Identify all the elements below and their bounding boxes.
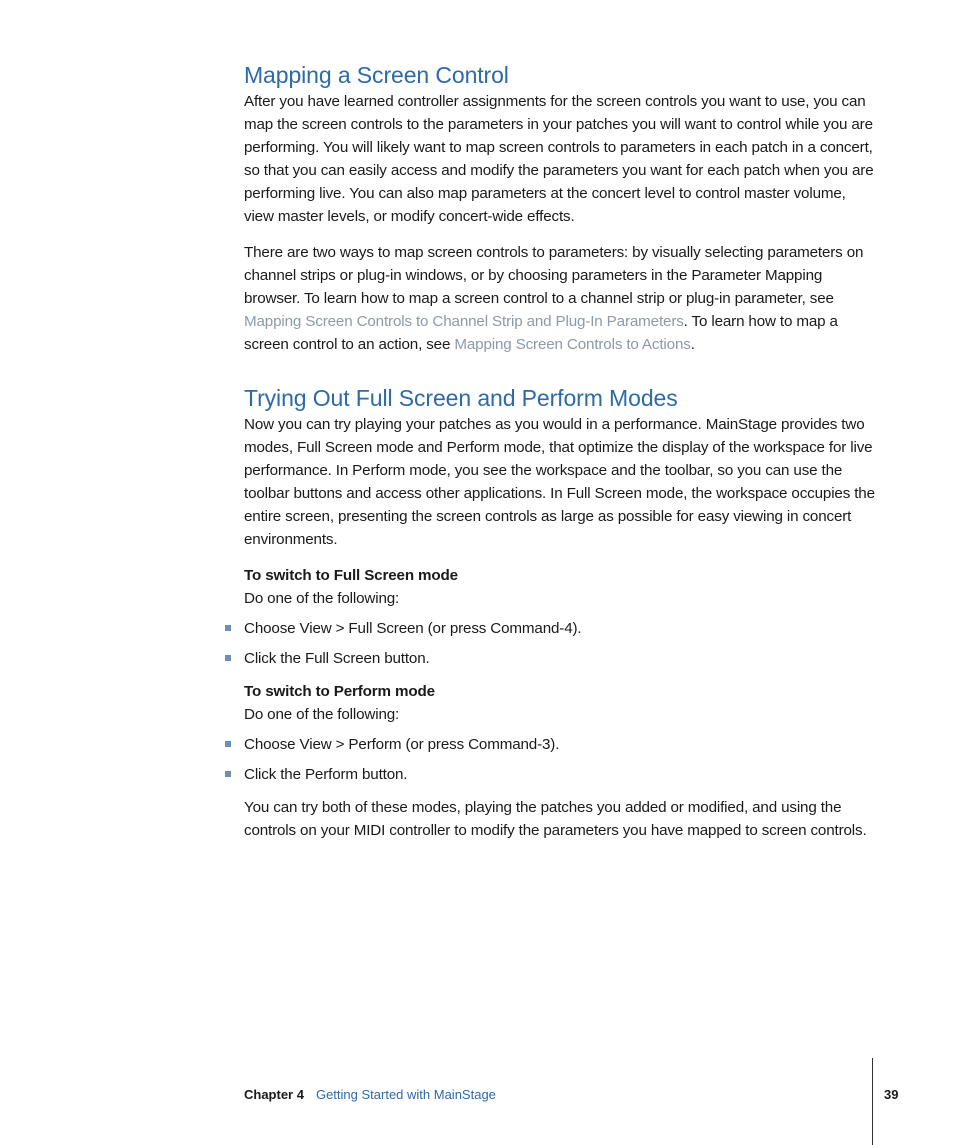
link-mapping-channel-strip[interactable]: Mapping Screen Controls to Channel Strip and Plug-In Parameters (244, 313, 684, 330)
paragraph-text: There are two ways to map screen controls to parameters: by visually selecting parameters on channel strips or plug-in windows, or by choosing parameters in the Parameter Mapping browser. To learn how to map a screen control to a channel strip or plug-in parameter, see (244, 244, 864, 307)
section-heading: Trying Out Full Screen and Perform Modes (244, 385, 678, 411)
footer-divider (872, 1058, 873, 1145)
task-intro: Do one of the following: (244, 706, 400, 723)
footer-chapter-title[interactable]: Getting Started with MainStage (315, 1087, 496, 1102)
task-title: To switch to Full Screen mode (244, 567, 458, 584)
list-item (244, 763, 876, 786)
section-mapping-screen-control (244, 60, 876, 356)
task-perform (244, 680, 876, 786)
task-intro: Do one of the following: (244, 590, 400, 607)
list-item-text: Click the Full Screen button. (244, 650, 430, 667)
section-heading: Mapping a Screen Control (244, 62, 509, 88)
body-paragraph: You can try both of these modes, playing the patches you added or modified, and using the controls on your MIDI controller to modify the parameters you have mapped to screen controls. (244, 799, 867, 839)
bullet-list (244, 617, 876, 670)
footer-chapter-label: Chapter 4 (244, 1087, 304, 1102)
bullet-list (244, 733, 876, 786)
paragraph-text: . (690, 336, 695, 353)
list-item-text: Choose View > Perform (or press Command-3). (244, 736, 560, 753)
bullet-square-icon (225, 771, 231, 777)
body-paragraph: Now you can try playing your patches as you would in a performance. MainStage provides two modes, Full Screen mode and Perform mode, that optimize the display of the workspace for live performance. In Perform mode, you see the workspace and the toolbar, so you can use the toolbar buttons and access other applications. In Full Screen mode, the workspace occupies the entire screen, presenting the screen controls as large as possible for easy viewing in concert environments. (244, 416, 875, 548)
task-full-screen (244, 564, 876, 670)
page-number: 39 (884, 1087, 899, 1102)
list-item (244, 617, 876, 640)
bullet-square-icon (225, 741, 231, 747)
body-paragraph: After you have learned controller assignments for the screen controls you want to use, you can map the screen controls to the parameters in your patches you will want to control while you are performing. You will likely want to map screen controls to parameters in each patch in a concert, so that you can easily access and modify the parameters you want for each patch when you are performing live. You can also map parameters at the concert level to control master volume, view master levels, or modify concert-wide effects. (244, 93, 874, 225)
bullet-square-icon (225, 655, 231, 661)
task-title: To switch to Perform mode (244, 683, 435, 700)
page-footer (244, 1086, 876, 1104)
list-item (244, 647, 876, 670)
list-item-text: Click the Perform button. (244, 766, 408, 783)
page-content (244, 60, 876, 855)
link-mapping-actions[interactable]: Mapping Screen Controls to Actions (454, 336, 691, 353)
section-full-screen-perform-modes (244, 383, 876, 842)
list-item-text: Choose View > Full Screen (or press Command-4). (244, 620, 582, 637)
body-paragraph-with-links (244, 241, 876, 356)
paragraph-text: . To learn how to map a screen control to an action, see (244, 313, 838, 353)
list-item (244, 733, 876, 756)
bullet-square-icon (225, 625, 231, 631)
